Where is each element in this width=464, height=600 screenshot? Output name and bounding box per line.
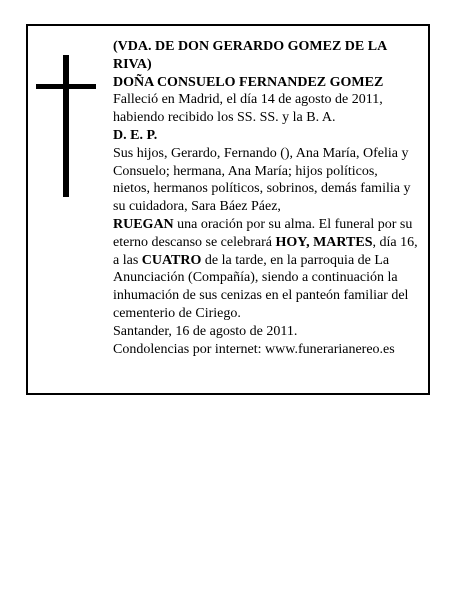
- death-announcement: Falleció en Madrid, el día 14 de agosto de 2011, habiendo recibido los SS. SS. y la B. A.: [113, 92, 383, 126]
- cross-horizontal-bar: [36, 84, 96, 89]
- funeral-text-c: de la tarde, en la parroquia de La Anunciación (Compañía), siendo a continuación la inhumación de sus cenizas en el panteón familiar del cementerio de Ciriego.: [113, 252, 409, 321]
- cross-icon: [36, 55, 96, 197]
- ruegan-word: RUEGAN: [113, 216, 174, 232]
- place-date: Santander, 16 de agosto de 2011.: [113, 323, 298, 339]
- funeral-text-a: una oración por su alma. El funeral por su eterno descanso se celebrará: [113, 216, 413, 250]
- condolences-line: Condolencias por internet: www.funerarianereo.es: [113, 341, 395, 357]
- funeral-day: HOY, MARTES: [275, 234, 373, 250]
- funeral-hour: CUATRO: [141, 252, 202, 268]
- obituary-text: [113, 38, 418, 358]
- funeral-text-b: , día 16, a las: [113, 234, 418, 268]
- family-list: Sus hijos, Gerardo, Fernando (), Ana María, Ofelia y Consuelo; hermana, Ana María; hijos políticos, nietos, hermanos políticos, sobrinos, demás familia y su cuidadora, Sara Báez Páez,: [113, 145, 411, 215]
- funeral-paragraph: [113, 216, 418, 323]
- deceased-name: DOÑA CONSUELO FERNANDEZ GOMEZ: [113, 74, 384, 90]
- cross-vertical-bar: [63, 55, 69, 197]
- dep-line: D. E. P.: [113, 127, 158, 143]
- widow-of-line: (VDA. DE DON GERARDO GOMEZ DE LA RIVA): [113, 39, 387, 72]
